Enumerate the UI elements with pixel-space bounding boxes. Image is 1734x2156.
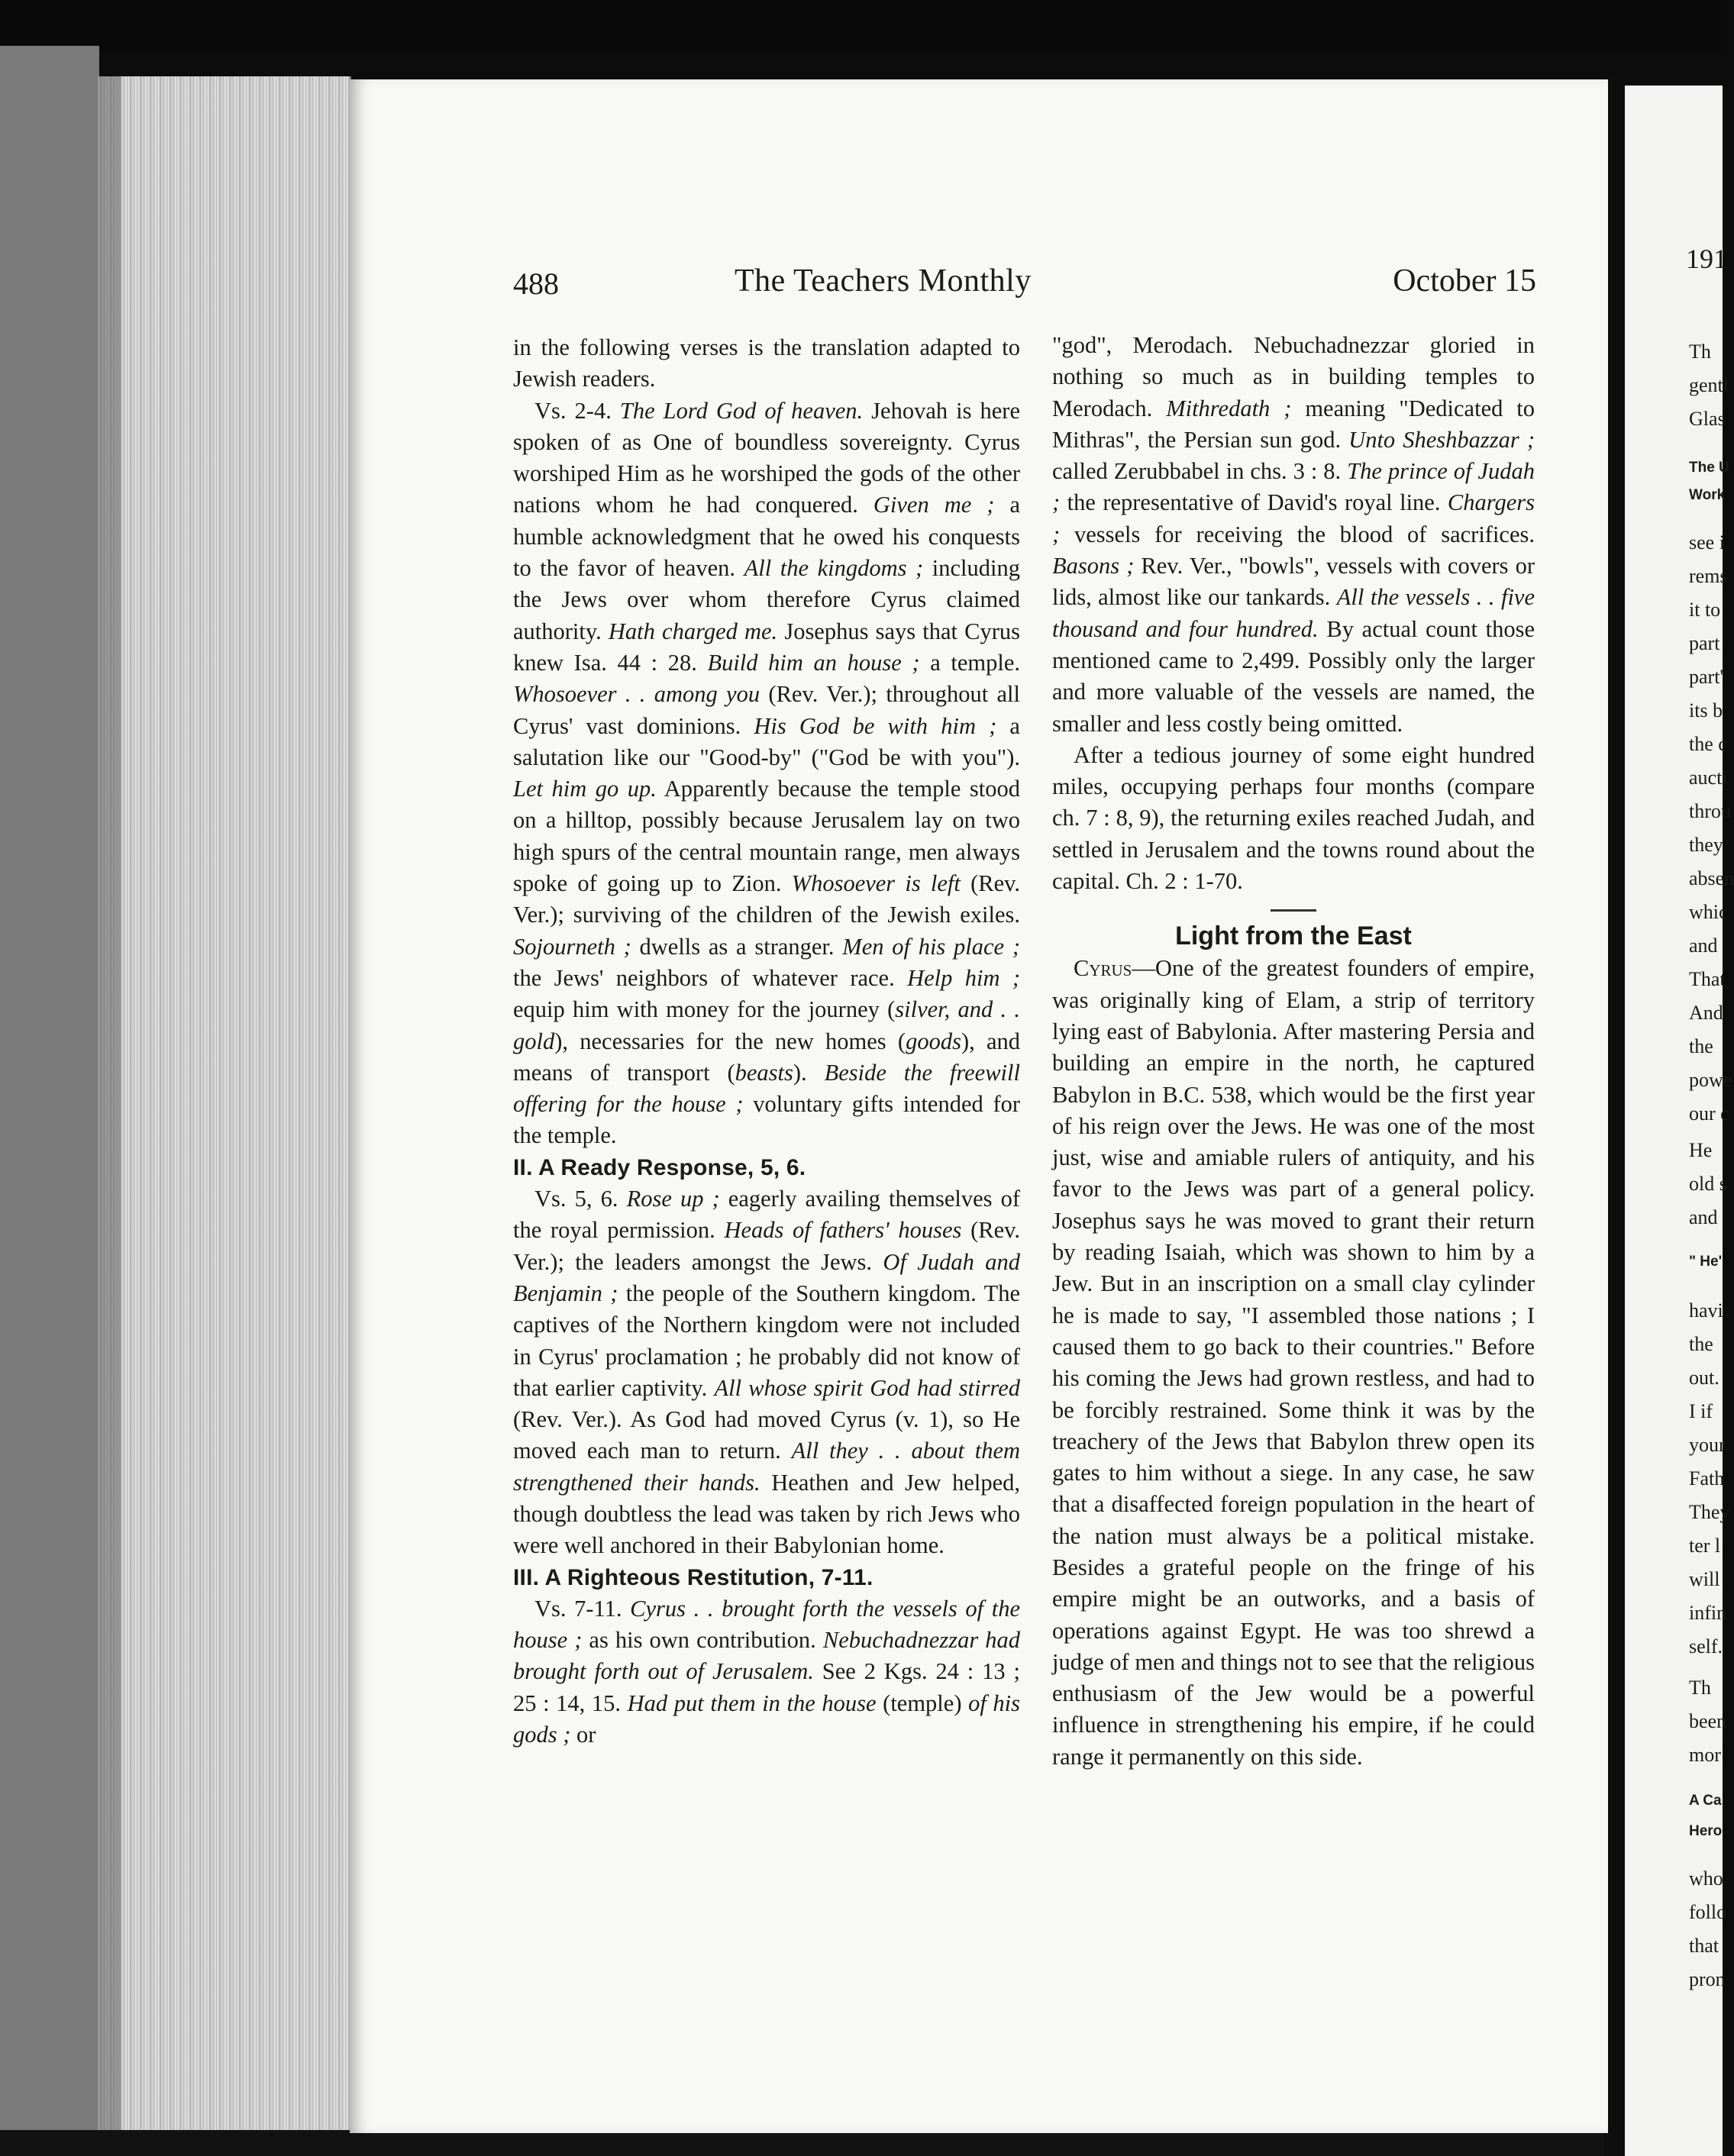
facing-page-line: old s xyxy=(1689,1173,1727,1195)
section-heading: III. A Righteous Restitution, 7-11. xyxy=(513,1564,873,1590)
facing-page-line: will xyxy=(1689,1568,1720,1590)
facing-page-line: infin xyxy=(1689,1602,1727,1624)
facing-page-line: part' xyxy=(1689,666,1724,688)
facing-page-line: that xyxy=(1689,1935,1719,1957)
facing-page-line: pron xyxy=(1689,1968,1726,1990)
page-edges-shadow xyxy=(98,76,121,2130)
section-heading: II. A Ready Response, 5, 6. xyxy=(513,1154,806,1180)
facing-page-line: absen xyxy=(1689,867,1734,889)
facing-page-line: Work xyxy=(1689,487,1726,503)
facing-page-number: 191 xyxy=(1686,244,1727,274)
facing-page-line: part xyxy=(1689,632,1720,654)
facing-page-line: " He' xyxy=(1689,1254,1723,1270)
facing-page-line: Th xyxy=(1689,1677,1711,1699)
facing-page-line: out. xyxy=(1689,1367,1719,1389)
paragraph-verses-5-6: Vs. 5, 6. Rose up ; eagerly availing themselves of the royal permission. Heads of fathers' houses (Rev. Ver.); the leaders amongst the Jews. Of Judah and Benjamin ; the people of the Southern kingdom. The captives of the Northern kingdom were not included in Cyrus' proclamation ; he probably did not know of that earlier captivity. All whose spirit God had stirred (Rev. Ver.). As God had moved Cyrus (v. 1), so He moved each man to return. All they . . about them strengthened their hands. Heathen and Jew helped, though doubtless the lead was taken by rich Jews who were well anchored in their Babylonian home. xyxy=(513,1186,1021,1559)
facing-page-line: the c xyxy=(1689,733,1727,755)
paragraph-cyrus: Cyrus—One of the greatest founders of empire, was originally king of Elam, a strip of territory lying east of Babylonia. After mastering Persia and building an empire in the north, he captured Babylon in B.C. 538, which would be the first year of his reign over the Jews. He was one of the most just, wise and amiable rulers of antiquity, and his favor to the Jews was part of a general policy. Josephus says he was moved to grant their return by reading Isaiah, which was shown to him by a Jew. But in an inscription on a small clay cylinder he is made to say, "I assembled those nations ; I caused them to go back to their countries." Before his coming the Jews had grown restless, and had to be forcibly restrained. Some think it was by the treachery of the Jews that Babylon threw open its gates to him without a siege. In any case, he saw that a disaffected foreign population in the heart of the nation must always be a political mistake. Besides a grateful people on the fringe of his empire might be an outworks, and a basis of operations against Egypt. He was too shrewd a judge of men and things not to see that the religious enthusiasm of the Jew would be a powerful influence in strengthening his empire, if he could range it permanently on this side. xyxy=(1052,955,1535,1770)
paragraph-verses-2-4: Vs. 2-4. The Lord God of heaven. Jehovah is here spoken of as One of boundless sovereignty. Cyrus worshiped Him as he worshiped the gods of the other nations whom he had conquered. Given me ; a humble acknowledgment that he owed his conquests to the favor of heaven. All the kingdoms ; including the Jews over whom therefore Cyrus claimed authority. Hath charged me. Josephus says that Cyrus knew Isa. 44 : 28. Build him an house ; a temple. Whosoever . . among you (Rev. Ver.); throughout all Cyrus' vast dominions. His God be with him ; a salutation like our "Good-by" ("God be with you"). Let him go up. Apparently because the temple stood on a hilltop, possibly because Jerusalem lay on two high spurs of the central mountain range, men always spoke of going up to Zion. Whosoever is left (Rev. Ver.); surviving of the children of the Jewish exiles. Sojourneth ; dwells as a stranger. Men of his place ; the Jews' neighbors of whatever race. Help him ; equip him with money for the journey (silver, and . . gold), necessaries for the new homes (goods), and means of transport (beasts). Beside the freewill offering for the house ; voluntary gifts intended for the temple. xyxy=(513,397,1021,1149)
facing-page-line: ter l xyxy=(1689,1535,1721,1557)
paragraph-journey: After a tedious journey of some eight hundred miles, occupying perhaps four months (compare ch. 7 : 8, 9), the returning exiles reached Judah, and settled in Jerusalem and the towns round about the capital. Ch. 2 : 1-70. xyxy=(1052,741,1535,895)
journal-title: The Teachers Monthly xyxy=(735,263,1032,299)
left-column xyxy=(513,332,1020,1751)
paragraph-verses-7-11: Vs. 7-11. Cyrus . . brought forth the vessels of the house ; as his own contribution. Nebuchadnezzar had brought forth out of Jerusalem. See 2 Kgs. 24 : 13 ; 25 : 14, 15. Had put them in the house (temple) of his gods ; or xyxy=(513,1595,1020,1748)
facing-page-line: its b xyxy=(1689,699,1723,721)
facing-page-line: the xyxy=(1689,1333,1713,1355)
facing-page-line: He xyxy=(1689,1139,1713,1161)
facing-page-line: mor xyxy=(1689,1744,1721,1766)
facing-page-line: they xyxy=(1689,834,1723,856)
facing-page-line: the xyxy=(1689,1035,1713,1057)
facing-page-line: Glas xyxy=(1689,408,1726,430)
facing-page-line: and xyxy=(1689,934,1718,957)
scan-top-edge xyxy=(0,0,1723,53)
facing-page-line: gentl xyxy=(1689,374,1729,396)
section-divider xyxy=(1271,909,1316,912)
facing-page-line: follo xyxy=(1689,1901,1727,1923)
facing-page-line: aucti xyxy=(1689,767,1728,789)
facing-page-line: Hero xyxy=(1689,1823,1723,1839)
facing-page-line: Fath xyxy=(1689,1467,1725,1490)
facing-page-line: The U xyxy=(1689,460,1729,476)
facing-page-line: havi xyxy=(1689,1299,1723,1322)
facing-page-line: A Ca xyxy=(1689,1793,1722,1809)
facing-page-line: I if xyxy=(1689,1400,1713,1422)
issue-date: October 15 xyxy=(1393,263,1536,299)
facing-page-line: rems xyxy=(1689,565,1728,587)
scan-left-background xyxy=(0,46,99,2156)
facing-page-line: whic xyxy=(1689,901,1728,923)
facing-page-line: And xyxy=(1689,1002,1723,1024)
facing-page-line: They xyxy=(1689,1501,1730,1523)
scan-bottom-edge xyxy=(0,2130,1603,2156)
facing-page-line: our c xyxy=(1689,1102,1729,1125)
page-edges-stack xyxy=(98,76,351,2130)
facing-page-line: been xyxy=(1689,1710,1727,1732)
facing-page-line: Th xyxy=(1689,341,1711,363)
paragraph: in the following verses is the translation adapted to Jewish readers. xyxy=(513,334,1020,392)
light-from-east-heading: Light from the East xyxy=(1175,921,1412,951)
page-number: 488 xyxy=(513,266,559,301)
facing-page-line: your xyxy=(1689,1434,1726,1456)
right-column xyxy=(1052,330,1535,1773)
running-head xyxy=(513,263,1536,308)
facing-page-line: self. xyxy=(1689,1635,1723,1657)
paragraph-vessels: "god", Merodach. Nebuchadnezzar gloried in nothing so much as in building temples to Merodach. Mithredath ; meaning "Dedicated to Mithras", the Persian sun god. Unto Sheshbazzar ; called Zerubbabel in chs. 3 : 8. The prince of Judah ; the representative of David's royal line. Chargers ; vessels for receiving the blood of sacrifices. Basons ; Rev. Ver., "bowls", vessels with covers or lids, almost like our tankards. All the vessels . . five thousand and four hundred. By actual count those mentioned came to 2,499. Possibly only the larger and more valuable of the vessels are named, the smaller and less costly being omitted. xyxy=(1052,332,1535,737)
facing-page-line: who xyxy=(1689,1867,1723,1890)
facing-page-line: powe xyxy=(1689,1069,1732,1091)
facing-page-line: That xyxy=(1689,968,1726,990)
facing-page-line: see i xyxy=(1689,531,1725,554)
facing-page-line: it to xyxy=(1689,599,1721,621)
facing-page-line: and xyxy=(1689,1206,1718,1228)
facing-page-line: throu xyxy=(1689,800,1731,822)
